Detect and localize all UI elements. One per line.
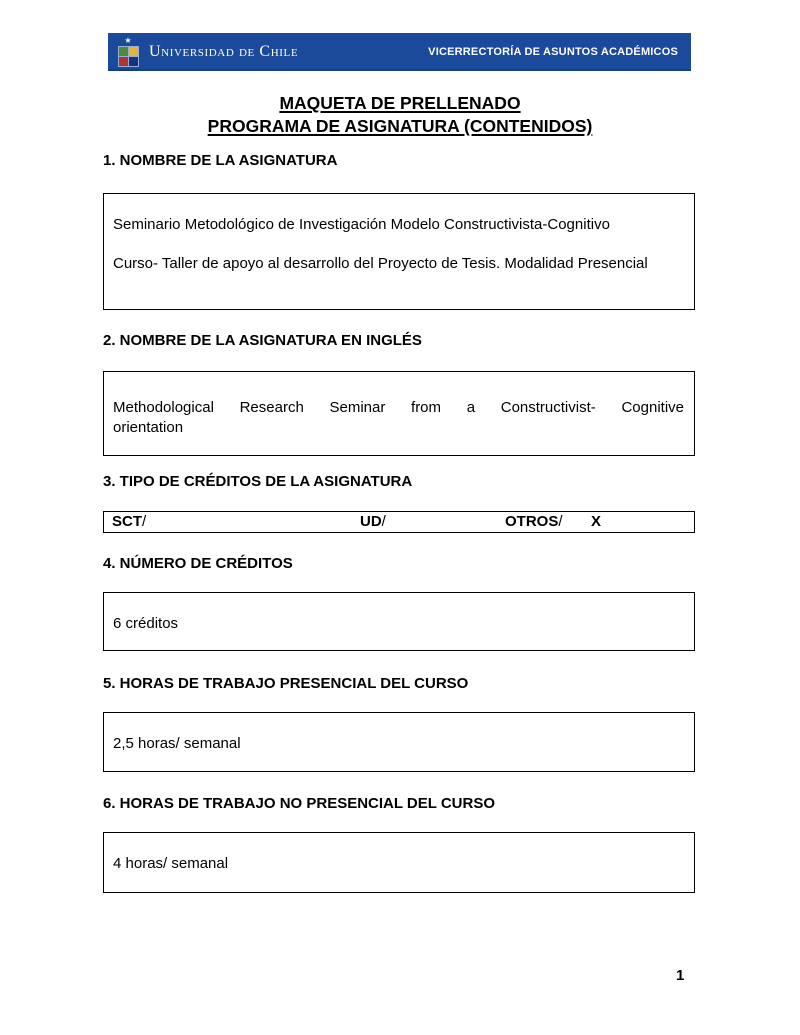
title-line-1: MAQUETA DE PRELLENADO [279, 93, 521, 113]
crest-quadrant-blue [129, 57, 138, 66]
course-name-english-line-1: Methodological Research Seminar from a Constructivist- Cognitive [113, 399, 684, 416]
credit-count-value: 6 créditos [113, 615, 179, 632]
course-name-english-line-2: orientation [113, 419, 184, 436]
document-title [0, 92, 800, 138]
credit-type-ud-slash: / [381, 513, 386, 530]
page-number: 1 [676, 967, 685, 984]
credit-type-sct-label: SCT [112, 513, 142, 530]
section-1-heading: 1. NOMBRE DE LA ASIGNATURA [103, 152, 338, 169]
crest-grid [118, 46, 139, 67]
credit-type-ud-label: UD [360, 513, 382, 530]
crest-quadrant-yellow [129, 47, 138, 56]
section-6-heading: 6. HORAS DE TRABAJO NO PRESENCIAL DEL CURSO [103, 795, 495, 812]
course-name-spanish: Seminario Metodológico de Investigación Modelo Constructivista-Cognitivo [113, 216, 610, 233]
credit-type-sct-slash: / [142, 513, 147, 530]
credit-type-sct [112, 512, 146, 532]
credit-count-box [103, 592, 695, 651]
credit-type-otros [505, 512, 563, 532]
course-name-box [103, 193, 695, 310]
credit-type-ud [360, 512, 386, 532]
department-name: VICERRECTORÍA DE ASUNTOS ACADÉMICOS [428, 46, 678, 58]
crest-quadrant-red [119, 57, 128, 66]
non-in-person-hours-value: 4 horas/ semanal [113, 855, 229, 872]
section-2-heading: 2. NOMBRE DE LA ASIGNATURA EN INGLÉS [103, 332, 422, 349]
title-line-2: PROGRAMA DE ASIGNATURA (CONTENIDOS) [207, 116, 593, 136]
in-person-hours-value: 2,5 horas/ semanal [113, 735, 241, 752]
university-name: Universidad de Chile [149, 43, 299, 60]
credit-type-otros-value: X [591, 513, 602, 530]
credit-type-otros-label: OTROS [505, 513, 559, 530]
star-icon: ★ [124, 36, 132, 45]
course-name-english-box [103, 371, 695, 456]
non-in-person-hours-box [103, 832, 695, 893]
section-3-heading: 3. TIPO DE CRÉDITOS DE LA ASIGNATURA [103, 473, 413, 490]
course-description: Curso- Taller de apoyo al desarrollo del Proyecto de Tesis. Modalidad Presencial [113, 255, 648, 272]
credit-type-otros-slash: / [558, 513, 563, 530]
section-5-heading: 5. HORAS DE TRABAJO PRESENCIAL DEL CURSO [103, 675, 469, 692]
section-4-heading: 4. NÚMERO DE CRÉDITOS [103, 555, 293, 572]
credit-type-row [103, 511, 695, 533]
header-bar [108, 33, 691, 71]
crest-quadrant-green [119, 47, 128, 56]
in-person-hours-box [103, 712, 695, 772]
university-crest-icon [117, 37, 139, 67]
